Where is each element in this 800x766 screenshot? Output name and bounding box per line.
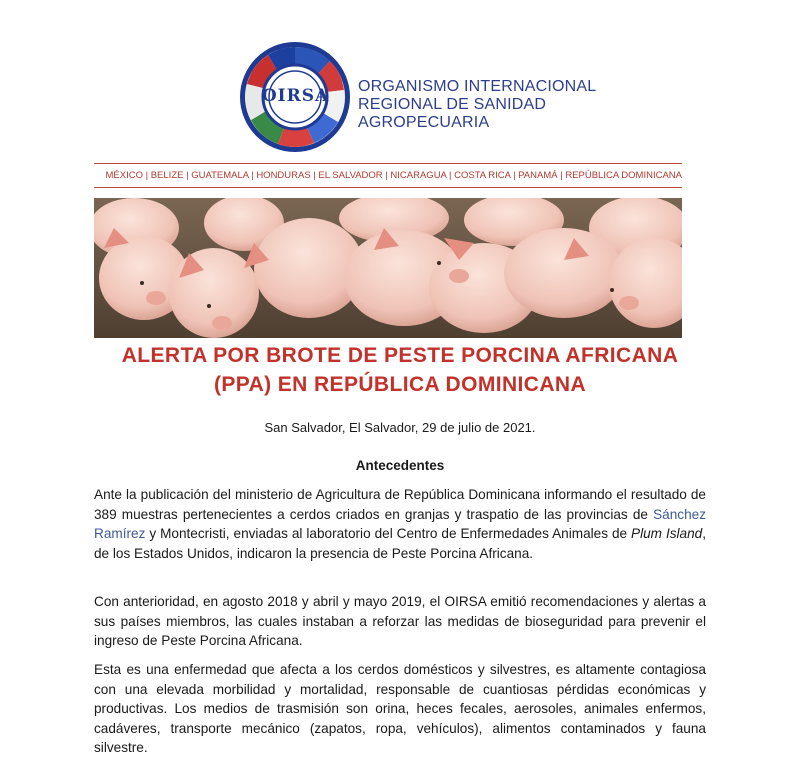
paragraph-1-italic: Plum Island [631,526,703,541]
org-name-line-1: ORGANISMO INTERNACIONAL [358,78,597,95]
organization-name [358,78,596,132]
member-countries: MÉXICO | BELIZE | GUATEMALA | HONDURAS | EL SALVADOR | NICARAGUA | COSTA RICA | PANAMÁ | REPÚBLICA DOMINICANA [105,170,682,181]
piglets-banner-image [94,198,682,338]
logo-text: OIRSA [261,86,330,106]
org-name-line-2: REGIONAL DE SANIDAD [358,96,547,113]
alert-title-line-1: ALERTA POR BROTE DE PESTE PORCINA AFRICANA [121,344,679,367]
alert-title [60,341,740,399]
oirsa-logo [238,40,353,155]
alert-title-line-2: (PPA) EN REPÚBLICA DOMINICANA [213,373,587,396]
paragraph-background [94,485,706,563]
header-rule-bottom [94,187,682,188]
paragraph-1-part-3: , de los Estados Unidos, indicaron la presencia de Peste Porcina Africana. [94,526,707,561]
paragraph-previous-alerts: Con anterioridad, en agosto 2018 y abril y mayo 2019, el OIRSA emitió recomendaciones y alertas a sus países miembros, las cuales instaban a reforzar las medidas de bioseguridad para prevenir el ingreso de Peste Porcina Africana. [94,594,706,648]
paragraph-1-part-1: Ante la publicación del ministerio de Agricultura de República Dominicana informando el resultado de 389 muestras pertenecientes a cerdos criados en granjas y traspatio de las provincias de [94,487,706,522]
paragraph-disease-description: Esta es una enfermedad que afecta a los cerdos domésticos y silvestres, es altamente contagiosa con una elevada morbilidad y mortalidad, responsable de cuantiosas pérdidas económicas y productivas. Los medios de trasmisión son orina, heces fecales, aerosoles, animales enfermos, cadáveres, transporte mecánico (zapatos, ropa, vehículos), alimentos contaminados y fauna silvestre. [94,662,706,755]
paragraph-1-part-2: y Montecristi, enviadas al laboratorio del Centro de Enfermedades Animales de [145,526,632,541]
org-name-line-3: AGROPECUARIA [358,114,490,131]
section-heading: Antecedentes [355,458,445,473]
dateline: San Salvador, El Salvador, 29 de julio de 2021. [264,420,536,435]
place-name-link: Sánchez Ramírez [94,506,706,541]
header-rule-top [94,163,682,164]
